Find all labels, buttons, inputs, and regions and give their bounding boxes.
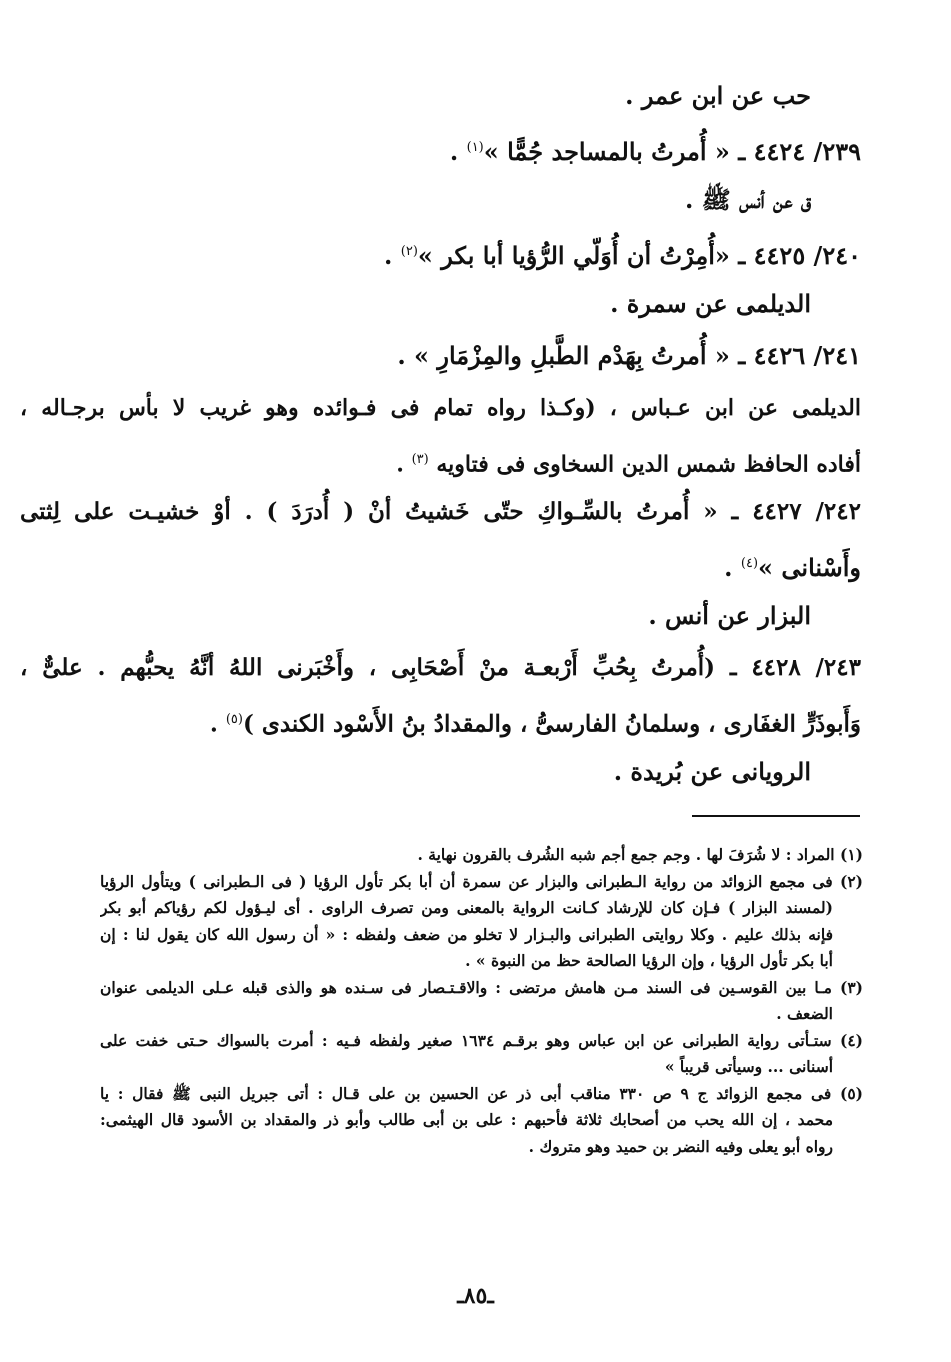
hadith-241: ٢٤١/ ٤٤٢٦ ـ « أُمرتُ بِهَدْم الطَّبلِ والمِزْمَارِ » .	[397, 341, 861, 370]
text-line: حب عن ابن عمر .	[625, 81, 811, 110]
text-line: البزار عن أنس .	[648, 601, 811, 630]
footnote-1: (١) المراد : لا شُرَفَ لها . وجم جمع أجم شبه الشُرف بالقرون نهاية .	[417, 845, 863, 864]
footnote-ref: (٥)	[225, 712, 243, 727]
footnote-ref: (٣)	[411, 452, 429, 467]
text-line: الديلمى عن ابن عـباس ، (وكـذا رواه تمام فى فـوائده وهو غريب لا بأس برجـاله ،	[20, 395, 861, 421]
footnote-3: (٣) مـا بين القوسـين فى السند مـن هامش مرتضى : والاقـتـصار فى سـنده هو والذى قبله عـلى الديلمى عنوان	[100, 977, 863, 997]
footnote-2-cont: (لمسند البزار ) فـإن كان للإرشاد كـانت الرواية بالمعنى ومن تصرف الراوى . أى ليـؤول لكم رؤياكم أبو بكر	[100, 898, 833, 917]
text-line: وَأَبوذَرٍّ الغفَارى ، وسلمانُ الفارسىُّ ، والمقدادُ بنُ الأَسْود الكندى )$^{(٥)}$ .	[209, 710, 861, 738]
footnote-5: (٥) فى مجمع الزوائد ج ٩ ص ٣٣٠ مناقب أبى ذر عن الحسين بن على قـال : أتى جبريل النبى ﷺ فقال : يا	[100, 1083, 863, 1103]
hadith-242: ٢٤٢/ ٤٤٢٧ ـ « أُمرتُ بالسِّـواكِ حتّى خَشيتُ أنْ ( أُدرَدَ ) . أوْ خشيـت على لِثتى	[20, 498, 861, 525]
text-line: وأَسْنانى »$^{(٤)}$ .	[724, 553, 861, 582]
footnote-4-cont: أسنانى ... وسيأتى قريباً »	[664, 1057, 833, 1076]
footnote-4: (٤) ستـأتى رواية الطبرانى عن ابن عباس وهو برقـم ١٦٣٤ صغير ولفظه فـيه : أمرت بالسواك حـتى خفت على	[100, 1030, 863, 1050]
footnotes	[100, 842, 863, 1160]
footnote-ref: (١)	[466, 140, 484, 155]
footnote-ref: (٢)	[400, 244, 418, 259]
hadith-239: ٢٣٩/ ٤٤٢٤ ـ « أُمرتُ بالمساجد جُمًّا »$^{(١)}$ .	[449, 137, 861, 166]
footnote-2: (٢) فى مجمع الزوائد من رواية الـطبرانى والبزار عن سمرة أن أبا بكر تأول الرؤيا ( فى الـطبرانى ) ويتأول الرؤيا	[100, 871, 863, 891]
text-line: الرويانى عن بُريدة .	[613, 757, 811, 786]
footnote-2-cont: أبا بكر تأول الرؤيا ، وإن الرؤيا الصالحة حظ من النبوة » .	[465, 951, 833, 970]
footnote-divider	[692, 815, 860, 817]
hadith-240: ٢٤٠/ ٤٤٢٥ ـ «أُمِرْتُ أن أُوَلّي الرُّؤيا أبا بكر »$^{(٢)}$ .	[384, 241, 861, 270]
page-number: ـ٨٥ـ	[457, 1283, 494, 1309]
footnote-3-cont: الضعف .	[776, 1004, 833, 1023]
footnote-2-cont: فإنه بذلك عليم . وكلا روايتى الطبرانى والبـزار لا تخلو من ضعف ولفظه : « أن رسول الله كان يقول لنا : إن	[100, 924, 833, 944]
footnote-ref: (٤)	[740, 556, 759, 571]
text-line: الديلمى عن سمرة .	[610, 289, 811, 318]
footnote-5-cont: رواه أبو يعلى وفيه النضر بن حميد وهو متروك .	[528, 1136, 833, 1156]
text-line: أفاده الحافظ شمس الدين السخاوى فى فتاويه $^{(٣)}$ .	[396, 451, 861, 478]
footnote-5-cont: محمد ، إن الله يحب من أصحابك ثلاثة فأحبهم : على بن أبى طالب وأبو ذر والمقداد بن الأسود قال الهيثمى:	[100, 1110, 833, 1129]
hadith-text	[20, 70, 861, 798]
text-line: ق عن أنس ﷺ .	[685, 185, 811, 214]
hadith-243: ٢٤٣/ ٤٤٢٨ ـ (أُمرتُ بِحُبِّ أَرْبعـة منْ أَصْحَابِى ، وأَخْبَرنى اللهُ أنَّهُ يحبُّهم . علىٌّ ،	[20, 654, 861, 681]
